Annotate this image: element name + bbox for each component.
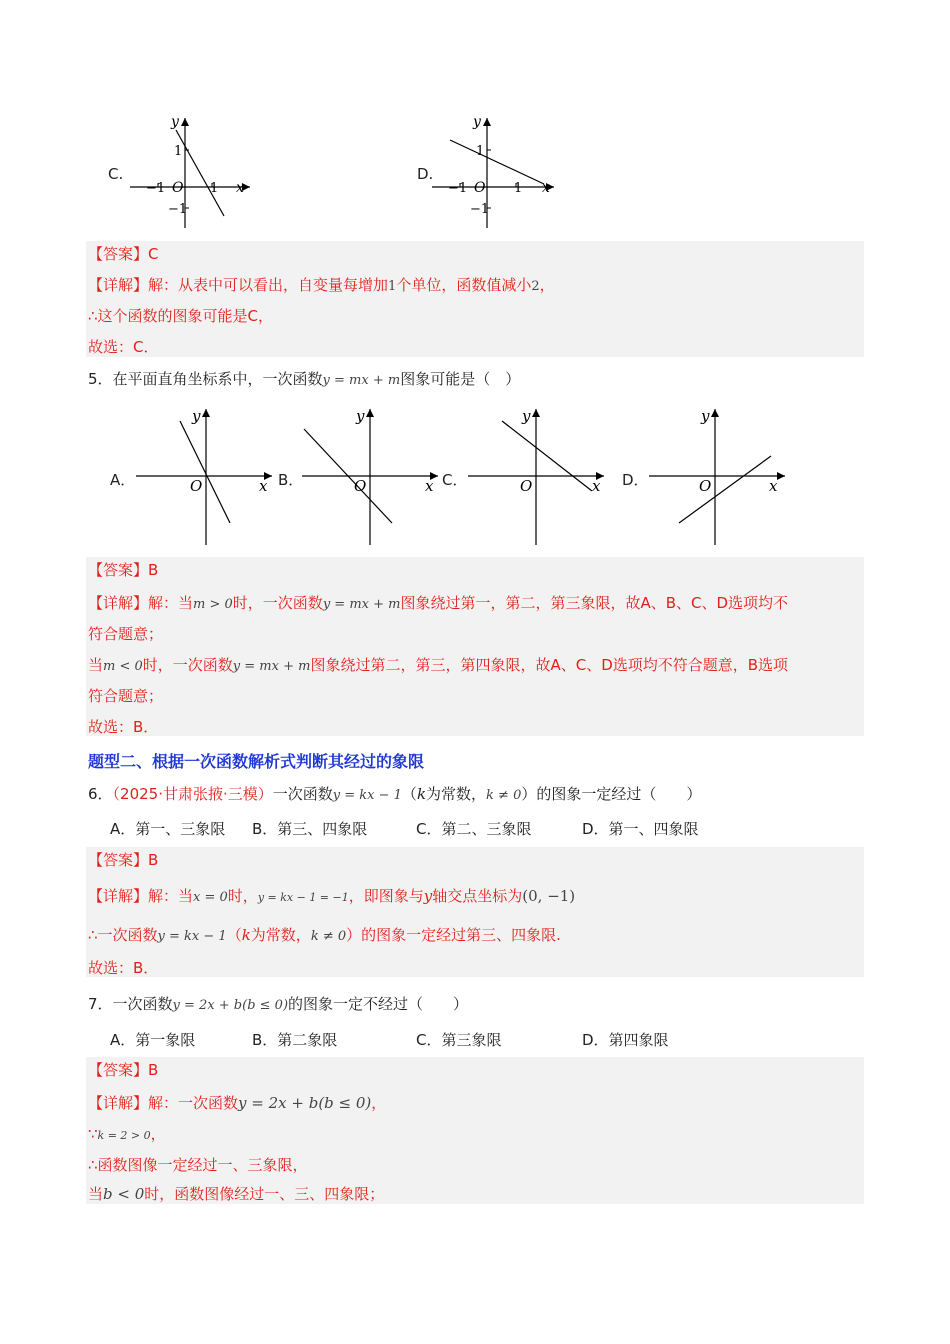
detail-line-2a xyxy=(88,593,788,615)
question-text: （ xyxy=(401,785,417,803)
option-d-label: D. xyxy=(417,165,434,183)
detail-line-4a xyxy=(88,1093,386,1113)
q5-option-d-label: D． xyxy=(622,471,649,489)
q5-option-c-label: C． xyxy=(442,471,468,489)
detail-text: 时，一次函数 xyxy=(142,656,233,674)
math-formula: y = kx − 1 xyxy=(157,929,227,944)
answer-value: B xyxy=(148,851,159,869)
detail-text: 当 xyxy=(88,656,104,674)
detail-text: 个单位，函数值减小 xyxy=(396,276,532,294)
detail-text: ）的图象一定经过第三、四象限. xyxy=(346,926,561,944)
math-formula: y = 2x + b(b ≤ 0) xyxy=(238,1094,372,1112)
detail-text: ∴一次函数 xyxy=(88,926,158,944)
math-formula: y = mx + m xyxy=(322,597,401,612)
q5d-x-label: x xyxy=(769,477,778,495)
q5d-origin: O xyxy=(699,477,712,495)
detail-line-2c xyxy=(88,655,788,677)
graph-d-tick-xneg1: −1 xyxy=(448,181,468,196)
graph-c-tick-y1: 1 xyxy=(174,144,183,159)
answer-block-3 xyxy=(86,847,864,977)
question-5 xyxy=(88,368,520,389)
detail-text: 轴交点坐标为 xyxy=(432,887,523,905)
choose-line-3: 故选：B． xyxy=(88,959,159,977)
detail-text: 时， xyxy=(227,887,258,905)
detail-tag: 【详解】 xyxy=(88,276,149,294)
question-6 xyxy=(88,783,701,804)
q5a-origin: O xyxy=(190,477,203,495)
detail-tag: 【详解】 xyxy=(88,594,149,612)
math-var: y xyxy=(423,887,433,905)
detail-line-1 xyxy=(88,275,555,297)
question-text: 5．在平面直角坐标系中，一次函数 xyxy=(88,370,323,388)
answer-value: C xyxy=(148,245,159,263)
detail-text: 解：一次函数 xyxy=(148,1094,239,1112)
q5-graph-c xyxy=(464,405,612,547)
q5a-y-label: y xyxy=(192,407,201,425)
question-text: 为常数， xyxy=(426,785,487,803)
detail-line-4c: ∴函数图像一定经过一、三象限， xyxy=(88,1156,308,1174)
graph-d-tick-y1: 1 xyxy=(476,144,485,159)
math-formula: y = mx + m xyxy=(232,659,311,674)
detail-text: 解：从表中可以看出，自变量每增加 xyxy=(148,276,389,294)
answer-tag: 【答案】 xyxy=(88,245,149,263)
math-condition: k ≠ 0 xyxy=(486,788,522,803)
q5-option-b-label: B． xyxy=(278,471,304,489)
detail-text: 时，函数图像经过一、三、四象限； xyxy=(144,1185,385,1203)
graph-c-x-label: x xyxy=(236,180,244,196)
option-c-label: C. xyxy=(108,165,124,183)
answer-tag: 【答案】 xyxy=(88,561,149,579)
graph-d-tick-yneg1: −1 xyxy=(470,202,490,217)
detail-line-3a xyxy=(88,886,575,908)
detail-line-4b xyxy=(88,1124,166,1146)
graph-d-tick-x1: 1 xyxy=(514,181,523,196)
answer-value: B xyxy=(148,561,159,579)
question-number: 6． xyxy=(88,785,113,803)
detail-line-4d xyxy=(88,1184,384,1204)
graph-d-x-label: x xyxy=(542,180,550,196)
math-point: (0, −1) xyxy=(522,887,576,905)
graph-c-tick-xneg1: −1 xyxy=(146,181,166,196)
q5b-y-label: y xyxy=(356,407,365,425)
question-text: 7．一次函数 xyxy=(88,995,173,1013)
q7-option-a: A．第一象限 xyxy=(110,1031,196,1049)
q6-option-a: A．第一、三象限 xyxy=(110,820,226,838)
detail-text: 当 xyxy=(88,1185,104,1203)
detail-text: 解：当 xyxy=(148,594,194,612)
math-formula: y = 2x + b(b ≤ 0) xyxy=(172,998,289,1013)
detail-line-2d: 符合题意； xyxy=(88,687,164,705)
math-var: k xyxy=(241,926,251,944)
detail-tag: 【详解】 xyxy=(88,887,149,905)
choose-line-2: 故选：B． xyxy=(88,718,159,736)
detail-text: ， xyxy=(150,1125,166,1143)
question-text: ）的图象一定经过（ ） xyxy=(521,785,702,803)
q7-option-c: C．第三象限 xyxy=(416,1031,502,1049)
graph-c-tick-x1: 1 xyxy=(210,181,219,196)
answer-value: B xyxy=(148,1061,159,1079)
math-condition: k = 2 > 0 xyxy=(97,1129,151,1142)
q5b-x-label: x xyxy=(425,477,434,495)
answer-block-1 xyxy=(86,241,864,357)
answer-block-4 xyxy=(86,1057,864,1204)
q6-option-b: B．第三、四象限 xyxy=(252,820,368,838)
question-7 xyxy=(88,993,468,1014)
q5-graph-d xyxy=(645,405,793,547)
math-condition: m > 0 xyxy=(193,597,233,612)
answer-line-2 xyxy=(88,560,158,580)
math-condition: x = 0 xyxy=(193,890,228,905)
q5b-origin: O xyxy=(354,477,367,495)
graph-c-origin: O xyxy=(172,180,184,196)
therefore-line-1: ∴这个函数的图象可能是C， xyxy=(88,307,274,325)
q7-option-b: B．第二象限 xyxy=(252,1031,338,1049)
detail-line-3b xyxy=(88,925,561,947)
answer-tag: 【答案】 xyxy=(88,851,149,869)
math-number: 1 xyxy=(388,279,397,294)
detail-text: 解：当 xyxy=(148,887,194,905)
math-formula: y = kx − 1 xyxy=(332,788,402,803)
section-title: 题型二、根据一次函数解析式判断其经过的象限 xyxy=(88,752,425,771)
answer-line-3 xyxy=(88,850,158,870)
answer-line-4 xyxy=(88,1060,158,1080)
math-var: k xyxy=(416,785,427,803)
answer-line-1 xyxy=(88,244,159,264)
math-condition: k ≠ 0 xyxy=(310,929,347,944)
graph-d-origin: O xyxy=(474,180,486,196)
detail-text: ， xyxy=(371,1094,387,1112)
q6-option-c: C．第二、三象限 xyxy=(416,820,532,838)
answer-block-2 xyxy=(86,557,864,736)
detail-text: （ xyxy=(226,926,242,944)
detail-tag: 【详解】 xyxy=(88,1094,149,1112)
q7-option-d: D．第四象限 xyxy=(582,1031,669,1049)
detail-text: 为常数， xyxy=(250,926,311,944)
q5-graph-a xyxy=(132,405,280,547)
detail-text: 图象绕过第一，第二，第三象限，故A、B、C、D选项均不 xyxy=(400,594,789,612)
q6-option-d: D．第一、四象限 xyxy=(582,820,699,838)
detail-line-2b: 符合题意； xyxy=(88,625,164,643)
question-text: 一次函数 xyxy=(272,785,333,803)
detail-text: 图象绕过第二，第三，第四象限，故A、C、D选项均不符合题意，B选项 xyxy=(310,656,789,674)
math-condition: m < 0 xyxy=(103,659,143,674)
graph-d-y-label: y xyxy=(473,114,481,130)
graph-option-c xyxy=(130,110,260,230)
math-condition: b < 0 xyxy=(103,1185,145,1203)
answer-tag: 【答案】 xyxy=(88,1061,149,1079)
q5a-x-label: x xyxy=(259,477,268,495)
detail-text: ， xyxy=(539,276,555,294)
q5-option-a-label: A． xyxy=(110,471,136,489)
math-number: 2 xyxy=(531,279,540,294)
question-text: 的图象一定不经过（ ） xyxy=(288,995,469,1013)
detail-text: ，即图象与 xyxy=(348,887,424,905)
detail-text: ∵ xyxy=(88,1125,98,1143)
graph-c-y-label: y xyxy=(171,114,179,130)
q5d-y-label: y xyxy=(701,407,710,425)
graph-c-tick-yneg1: −1 xyxy=(168,202,188,217)
choose-line-1: 故选：C． xyxy=(88,338,159,356)
math-formula: y = kx − 1 = −1 xyxy=(257,891,349,904)
math-formula: y = mx + m xyxy=(322,373,401,388)
q5-graph-b xyxy=(298,405,446,547)
detail-text: 时，一次函数 xyxy=(232,594,323,612)
graph-option-d xyxy=(432,110,562,230)
q5c-x-label: x xyxy=(592,477,601,495)
question-text: 图象可能是（ ） xyxy=(400,370,521,388)
question-source: （2025·甘肃张掖·三模） xyxy=(112,785,273,803)
q5c-y-label: y xyxy=(522,407,531,425)
q5c-origin: O xyxy=(520,477,533,495)
